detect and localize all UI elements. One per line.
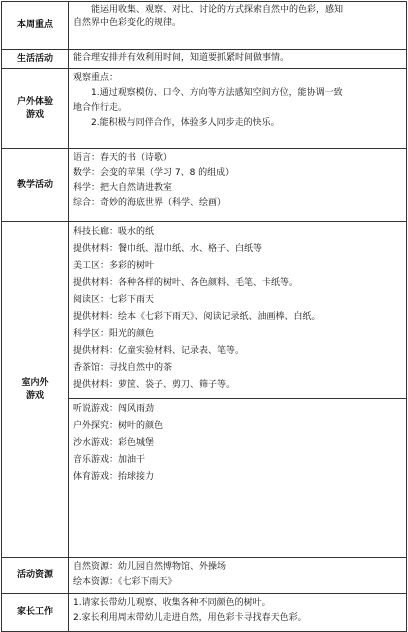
teaching-line: 综合：奇妙的海底世界（科学、绘画）: [73, 198, 227, 208]
teaching-line: 科学：把大自然请进教室: [73, 183, 173, 193]
focus-line: 自然界中色彩变化的规律。: [73, 18, 182, 28]
indoor-line: 阅读区：七彩下雨天: [73, 295, 155, 305]
outdoor-game-line: 户外探究：树叶的颜色: [73, 421, 164, 431]
teaching-label: 教学活动: [2, 149, 69, 222]
indoor-label-line: 室内外: [21, 377, 49, 388]
resources-content: [69, 558, 407, 594]
row-outdoor: [2, 69, 407, 149]
teaching-content: [69, 149, 407, 222]
row-life: [2, 50, 407, 69]
row-indoor: [2, 222, 407, 558]
outdoor-game-line: 沙水游戏：彩色城堡: [73, 438, 155, 448]
life-label: 生活活动: [2, 50, 69, 69]
resources-line: 绘本资源：《七彩下雨天》: [73, 577, 177, 587]
row-resources: [2, 558, 407, 594]
teaching-line: 语言：春天的书（诗歌）: [73, 153, 173, 163]
outdoor-label-line: 户外体验: [16, 96, 53, 107]
indoor-line: 美工区：多彩的树叶: [73, 261, 155, 271]
outdoor-game-line: 听说游戏：闯风雨劲: [73, 404, 155, 414]
teaching-line: 数学：会变的苹果（学习 7、8 的组成）: [73, 168, 235, 178]
resources-label: 活动资源: [2, 558, 69, 594]
life-line: 能合理安排并有效利用时间，知道要抓紧时间做事情。: [73, 53, 290, 63]
row-parents: [2, 594, 407, 632]
parents-line: 1.请家长带幼儿观察、收集各种不同颜色的树叶。: [73, 598, 271, 608]
row-teaching: [2, 149, 407, 222]
indoor-label: [2, 222, 69, 558]
parents-label: 家长工作: [2, 594, 69, 632]
indoor-line: 提供材料：亿童实验材料、记录表、笔等。: [73, 346, 245, 356]
indoor-line: 提供材料：各种各样的树叶、各色颜料、毛笔、卡纸等。: [73, 278, 299, 288]
indoor-line: 香茶馆：寻找自然中的茶: [73, 363, 173, 373]
indoor-line: 提供材料：绘本《七彩下雨天》、阅读记录纸、油画棒、白纸。: [73, 312, 321, 322]
outdoor-game-line: 音乐游戏：加油干: [73, 455, 146, 465]
indoor-line: 科技长廊：吸水的纸: [73, 227, 155, 237]
outdoor-line: 地合作行走。: [73, 103, 128, 113]
indoor-line: 提供材料：萝筐、袋子、剪刀、筛子等。: [73, 380, 236, 390]
outdoor-line: 观察重点：: [73, 73, 119, 83]
life-content: [69, 50, 407, 69]
focus-content: [69, 2, 407, 50]
outdoor-games-section: [69, 398, 406, 487]
indoor-line: 提供材料：餐巾纸、湿巾纸、水、格子、白纸等: [73, 244, 263, 254]
outdoor-game-line: 体育游戏：抬球接力: [73, 472, 155, 482]
indoor-line: 科学区：阳光的颜色: [73, 329, 155, 339]
focus-label: 本周重点: [2, 2, 69, 50]
indoor-content: [69, 222, 407, 558]
outdoor-label: [2, 69, 69, 149]
parents-content: [69, 594, 407, 632]
resources-line: 自然资源：幼儿园自然博物馆、外操场: [73, 562, 227, 572]
outdoor-label-line: 游戏: [25, 109, 44, 120]
weekly-plan-table: [1, 1, 407, 632]
outdoor-line: 1.通过观察模仿、口令、方向等方法感知空间方位，能协调一致: [91, 88, 343, 98]
row-focus: [2, 2, 407, 50]
parents-line: 2.家长利用周末带幼儿走进自然，用色彩卡寻找春天色彩。: [73, 613, 307, 623]
outdoor-line: 2.能积极与同伴合作，体验多人同步走的快乐。: [91, 118, 280, 128]
outdoor-content: [69, 69, 407, 149]
focus-line: 能运用收集、观察、对比、讨论的方式探索自然中的色彩，感知: [91, 5, 344, 15]
indoor-label-line: 游戏: [25, 390, 44, 401]
